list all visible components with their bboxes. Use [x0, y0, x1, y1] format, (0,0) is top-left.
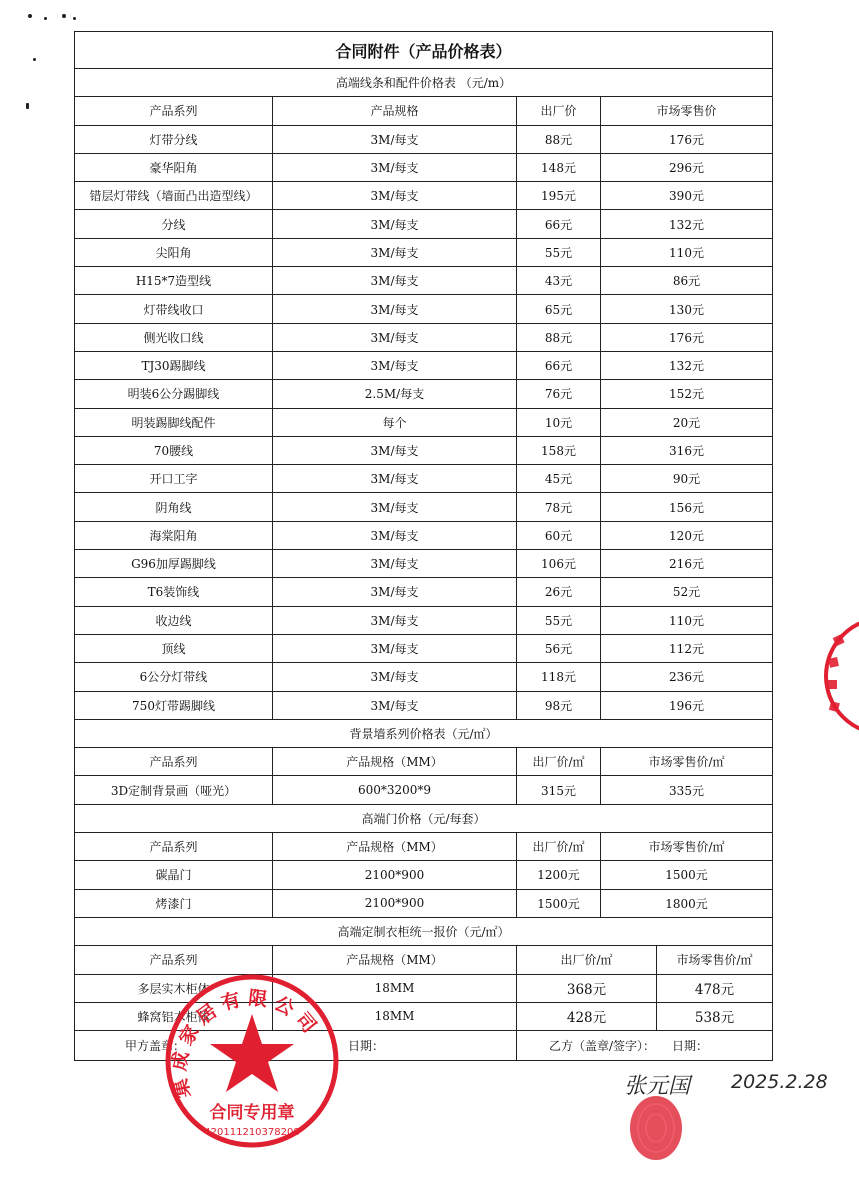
section-heading-row: [75, 917, 773, 945]
table-cell: 65元: [517, 295, 601, 323]
section-heading-row: [75, 719, 773, 747]
table-cell: 豪华阳角: [75, 153, 273, 181]
table-cell: 错层灯带线（墙面凸出造型线）: [75, 182, 273, 210]
column-header: 出厂价/㎡: [517, 748, 601, 776]
party-b-cell: [517, 1031, 773, 1061]
table-row: [75, 634, 773, 662]
table-cell: 66元: [517, 351, 601, 379]
table-cell: 60元: [517, 521, 601, 549]
table-cell: 750灯带踢脚线: [75, 691, 273, 719]
table-cell: 20元: [601, 408, 773, 436]
table-cell: 10元: [517, 408, 601, 436]
table-cell: 110元: [601, 238, 773, 266]
table-cell: 明装踢脚线配件: [75, 408, 273, 436]
table-cell: 3M/每支: [273, 436, 517, 464]
table-cell: 55元: [517, 606, 601, 634]
price-table: [74, 31, 773, 1061]
column-header-row: [75, 97, 773, 125]
table-row: [75, 606, 773, 634]
table-cell: 侧光收口线: [75, 323, 273, 351]
table-cell: H15*7造型线: [75, 267, 273, 295]
table-cell: 90元: [601, 465, 773, 493]
table-row: [75, 267, 773, 295]
table-cell: 3M/每支: [273, 493, 517, 521]
table-cell: 132元: [601, 351, 773, 379]
seal-ring-text: 集成家居有限公司: [168, 986, 325, 1100]
table-cell: 碳晶门: [75, 861, 273, 889]
table-cell: 152元: [601, 380, 773, 408]
table-cell: 1800元: [601, 889, 773, 917]
table-cell: 3M/每支: [273, 125, 517, 153]
table-cell: 3M/每支: [273, 606, 517, 634]
table-cell: 428元: [517, 1002, 657, 1030]
table-cell: 88元: [517, 125, 601, 153]
column-header: 市场零售价/㎡: [601, 833, 773, 861]
section-heading-row: [75, 69, 773, 97]
table-row: [75, 861, 773, 889]
column-header-row: [75, 748, 773, 776]
table-cell: 26元: [517, 578, 601, 606]
table-cell: 112元: [601, 634, 773, 662]
table-cell: 海棠阳角: [75, 521, 273, 549]
seal-number: 420111210378208: [204, 1127, 300, 1138]
table-cell: T6装饰线: [75, 578, 273, 606]
table-cell: 3M/每支: [273, 521, 517, 549]
table-cell: 3D定制背景画（哑光）: [75, 776, 273, 804]
table-cell: 3M/每支: [273, 465, 517, 493]
table-cell: 顶线: [75, 634, 273, 662]
company-seal: [163, 972, 341, 1150]
table-cell: 开口工字: [75, 465, 273, 493]
table-cell: 3M/每支: [273, 238, 517, 266]
table-cell: 86元: [601, 267, 773, 295]
table-cell: 132元: [601, 210, 773, 238]
table-cell: 灯带线收口: [75, 295, 273, 323]
column-header: 市场零售价/㎡: [601, 748, 773, 776]
scan-mark: [33, 58, 36, 61]
table-cell: 2100*900: [273, 889, 517, 917]
table-cell: 3M/每支: [273, 210, 517, 238]
table-cell: 1200元: [517, 861, 601, 889]
column-header-row: [75, 946, 773, 974]
table-row: [75, 323, 773, 351]
party-a-date-label: 日期：: [347, 1039, 384, 1054]
table-row: [75, 238, 773, 266]
table-cell: 3M/每支: [273, 550, 517, 578]
table-row: [75, 153, 773, 181]
table-cell: 110元: [601, 606, 773, 634]
table-cell: 2100*900: [273, 861, 517, 889]
column-header: 市场零售价: [601, 97, 773, 125]
table-cell: 148元: [517, 153, 601, 181]
table-cell: 315元: [517, 776, 601, 804]
table-cell: 明装6公分踢脚线: [75, 380, 273, 408]
table-cell: 368元: [517, 974, 657, 1002]
table-cell: 蜂窝铝木柜体: [75, 1002, 273, 1030]
table-cell: 106元: [517, 550, 601, 578]
column-header-row: [75, 833, 773, 861]
table-row: [75, 550, 773, 578]
table-cell: 3M/每支: [273, 267, 517, 295]
party-b-date-label: 日期：: [671, 1039, 708, 1054]
table-cell: 3M/每支: [273, 663, 517, 691]
table-cell: 98元: [517, 691, 601, 719]
column-header: 产品规格（MM）: [273, 946, 517, 974]
table-cell: 216元: [601, 550, 773, 578]
table-cell: 45元: [517, 465, 601, 493]
party-b-label: 乙方（盖章/签字）：: [549, 1039, 656, 1054]
column-header: 产品规格: [273, 97, 517, 125]
table-cell: 收边线: [75, 606, 273, 634]
column-header: 产品系列: [75, 946, 273, 974]
table-cell: TJ30踢脚线: [75, 351, 273, 379]
table-cell: 56元: [517, 634, 601, 662]
column-header: 产品系列: [75, 748, 273, 776]
table-cell: 3M/每支: [273, 323, 517, 351]
column-header: 产品系列: [75, 833, 273, 861]
table-row: [75, 465, 773, 493]
table-cell: 600*3200*9: [273, 776, 517, 804]
table-row: [75, 691, 773, 719]
table-row: [75, 210, 773, 238]
table-cell: 236元: [601, 663, 773, 691]
table-cell: 分线: [75, 210, 273, 238]
table-row: [75, 182, 773, 210]
table-cell: 66元: [517, 210, 601, 238]
table-cell: 196元: [601, 691, 773, 719]
table-cell: 3M/每支: [273, 182, 517, 210]
table-cell: 130元: [601, 295, 773, 323]
table-cell: 120元: [601, 521, 773, 549]
table-row: [75, 295, 773, 323]
table-cell: 88元: [517, 323, 601, 351]
table-cell: 3M/每支: [273, 295, 517, 323]
handwritten-name: 张元国: [624, 1074, 691, 1099]
table-cell: 43元: [517, 267, 601, 295]
section-heading: 高端门价格（元/每套）: [75, 804, 773, 832]
table-cell: 70腰线: [75, 436, 273, 464]
seal-center-text: 合同专用章: [209, 1103, 295, 1123]
table-cell: 52元: [601, 578, 773, 606]
section-heading: 背景墙系列价格表（元/㎡）: [75, 719, 773, 747]
table-cell: G96加厚踢脚线: [75, 550, 273, 578]
table-cell: 156元: [601, 493, 773, 521]
section-heading: 高端线条和配件价格表 （元/m）: [75, 69, 773, 97]
party-a-label: 甲方盖章：: [125, 1039, 186, 1054]
table-row: [75, 436, 773, 464]
table-cell: 118元: [517, 663, 601, 691]
table-row: [75, 408, 773, 436]
table-cell: 195元: [517, 182, 601, 210]
title-row: [75, 32, 773, 69]
edge-seal: [818, 612, 859, 740]
table-cell: 6公分灯带线: [75, 663, 273, 691]
table-cell: 158元: [517, 436, 601, 464]
table-cell: 3M/每支: [273, 691, 517, 719]
table-cell: 尖阳角: [75, 238, 273, 266]
table-cell: 316元: [601, 436, 773, 464]
column-header: 出厂价/㎡: [517, 833, 601, 861]
table-cell: 灯带分线: [75, 125, 273, 153]
table-cell: 296元: [601, 153, 773, 181]
table-cell: 烤漆门: [75, 889, 273, 917]
table-row: [75, 125, 773, 153]
scan-mark: [26, 103, 29, 109]
table-cell: 1500元: [517, 889, 601, 917]
table-cell: 390元: [601, 182, 773, 210]
table-cell: 3M/每支: [273, 153, 517, 181]
column-header: 产品规格（MM）: [273, 833, 517, 861]
table-cell: 538元: [657, 1002, 773, 1030]
table-cell: 18MM: [273, 974, 517, 1002]
table-row: [75, 776, 773, 804]
table-cell: 78元: [517, 493, 601, 521]
table-cell: 335元: [601, 776, 773, 804]
page-title: 合同附件（产品价格表）: [75, 32, 773, 69]
column-header: 产品规格（MM）: [273, 748, 517, 776]
scan-mark: [62, 14, 66, 18]
scan-mark: [73, 17, 76, 20]
section-heading: 高端定制衣柜统一报价（元/㎡）: [75, 917, 773, 945]
table-cell: 55元: [517, 238, 601, 266]
table-cell: 478元: [657, 974, 773, 1002]
table-cell: 阴角线: [75, 493, 273, 521]
table-row: [75, 521, 773, 549]
table-cell: 76元: [517, 380, 601, 408]
table-row: [75, 380, 773, 408]
table-cell: 176元: [601, 323, 773, 351]
table-cell: 18MM: [273, 1002, 517, 1030]
column-header: 市场零售价/㎡: [657, 946, 773, 974]
table-row: [75, 578, 773, 606]
table-cell: 每个: [273, 408, 517, 436]
section-heading-row: [75, 804, 773, 832]
column-header: 出厂价/㎡: [517, 946, 657, 974]
table-cell: 3M/每支: [273, 351, 517, 379]
column-header: 出厂价: [517, 97, 601, 125]
table-cell: 多层实木柜体: [75, 974, 273, 1002]
column-header: 产品系列: [75, 97, 273, 125]
table-row: [75, 889, 773, 917]
scan-mark: [28, 14, 32, 18]
scan-mark: [44, 17, 47, 20]
table-cell: 176元: [601, 125, 773, 153]
table-cell: 1500元: [601, 861, 773, 889]
table-cell: 3M/每支: [273, 634, 517, 662]
table-cell: 2.5M/每支: [273, 380, 517, 408]
table-row: [75, 493, 773, 521]
table-cell: 3M/每支: [273, 578, 517, 606]
table-row: [75, 663, 773, 691]
handwritten-date: 2025.2.28: [731, 1071, 828, 1093]
table-row: [75, 351, 773, 379]
